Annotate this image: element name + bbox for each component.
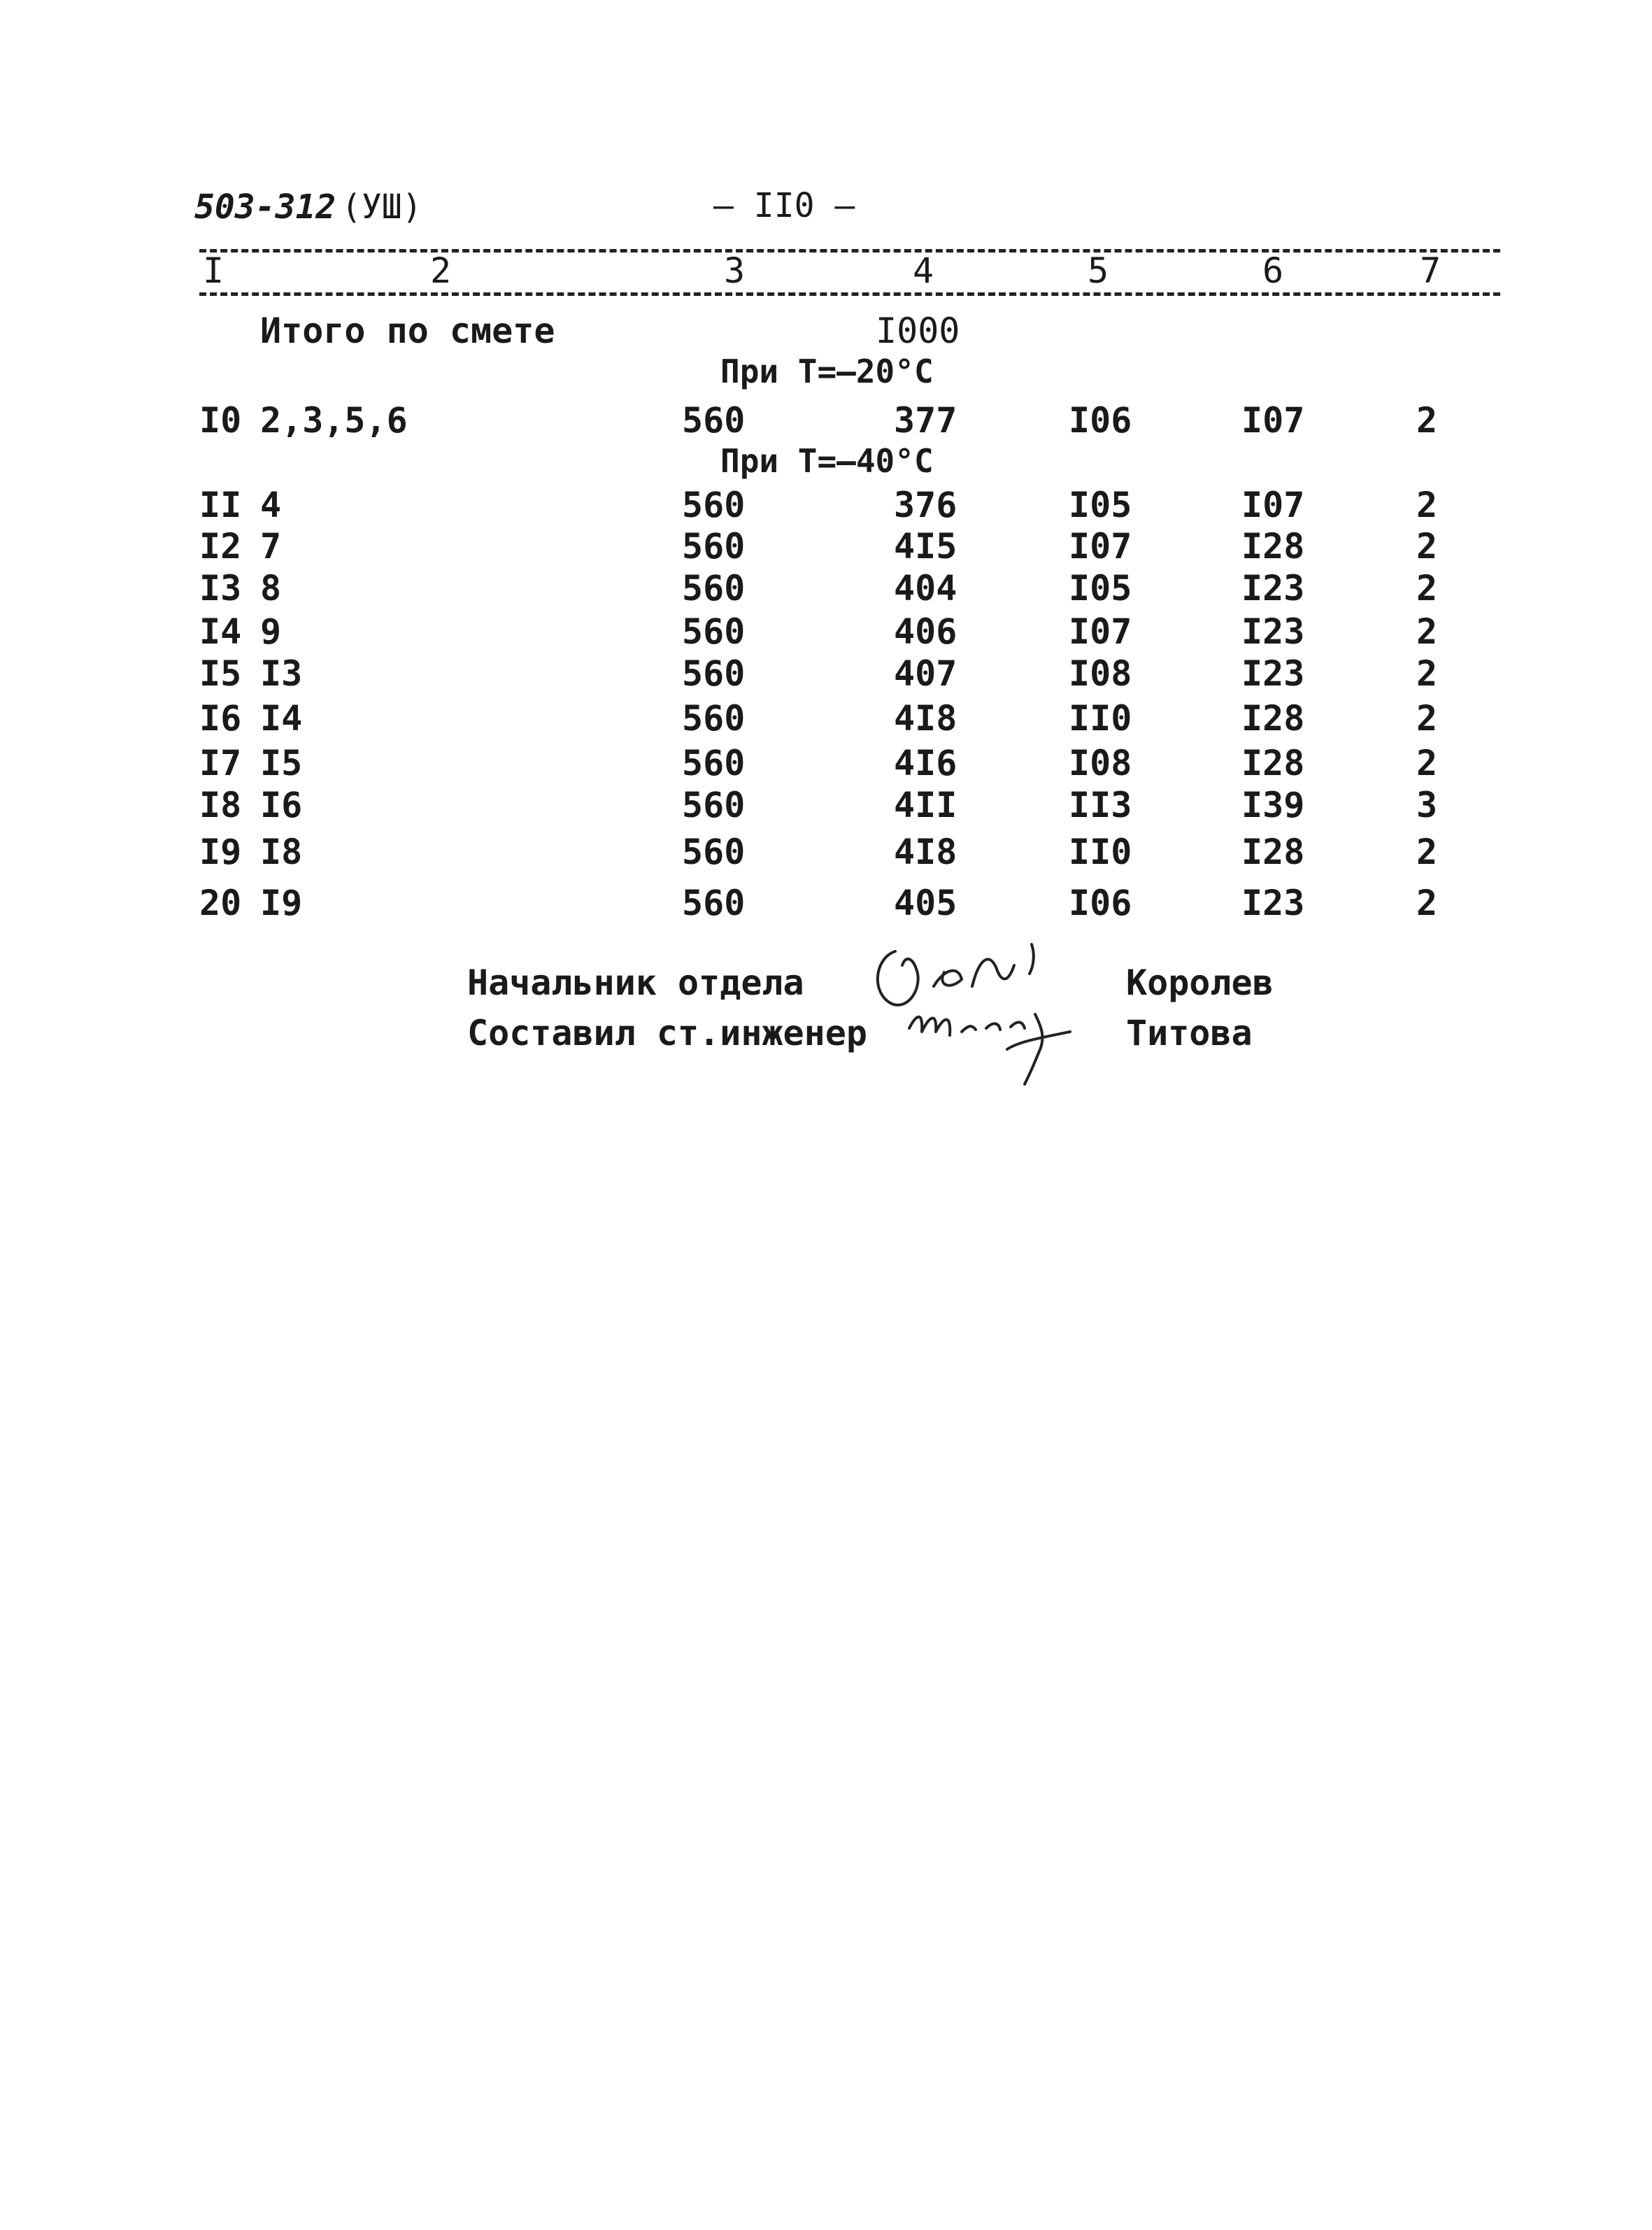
row-number: I7	[199, 743, 242, 783]
cell-col-6: I23	[1241, 611, 1305, 652]
cell-col-4: 404	[894, 568, 957, 609]
cell-col-7: 2	[1416, 832, 1438, 872]
cell-col-2: I9	[260, 883, 303, 923]
cell-col-5: I08	[1069, 743, 1132, 783]
cell-col-4: 4I6	[894, 743, 957, 783]
cell-col-3: 560	[682, 400, 746, 441]
cell-col-3: 560	[682, 485, 746, 525]
cell-col-7: 3	[1416, 785, 1438, 825]
cell-col-7: 2	[1416, 653, 1438, 694]
cell-col-6: I23	[1241, 653, 1305, 694]
cell-col-6: I23	[1241, 568, 1305, 609]
cell-col-7: 2	[1416, 698, 1438, 739]
row-number: I3	[199, 568, 242, 609]
cell-col-4: 4I8	[894, 698, 957, 739]
cell-col-3: 560	[682, 785, 746, 825]
column-number-6: 6	[1262, 250, 1284, 291]
cell-col-4: 407	[894, 653, 957, 694]
cell-col-6: I28	[1241, 832, 1305, 872]
cell-col-4: 405	[894, 883, 957, 923]
summary-label: Итого по смете	[260, 311, 555, 351]
cell-col-4: 4II	[894, 785, 957, 825]
column-number-5: 5	[1088, 250, 1109, 291]
row-number: I4	[199, 611, 242, 652]
cell-col-4: 4I8	[894, 832, 957, 872]
cell-col-6: I39	[1241, 785, 1305, 825]
top-dashed-rule	[199, 249, 1500, 253]
cell-col-5: II3	[1069, 785, 1132, 825]
row-number: II	[199, 485, 242, 525]
cell-col-2: 8	[260, 568, 282, 609]
cell-col-5: II0	[1069, 832, 1132, 872]
handwritten-signatures	[867, 937, 1105, 1091]
cell-col-6: I23	[1241, 883, 1305, 923]
cell-col-5: I05	[1069, 485, 1132, 525]
row-number: 20	[199, 883, 242, 923]
summary-value: I000	[876, 311, 960, 351]
cell-col-2: I3	[260, 653, 303, 694]
cell-col-2: 7	[260, 526, 282, 567]
cell-col-7: 2	[1416, 485, 1438, 525]
cell-col-4: 406	[894, 611, 957, 652]
cell-col-5: I06	[1069, 883, 1132, 923]
cell-col-3: 560	[682, 743, 746, 783]
row-number: I9	[199, 832, 242, 872]
cell-col-3: 560	[682, 526, 746, 567]
cell-col-6: I07	[1241, 400, 1305, 441]
cell-col-4: 376	[894, 485, 957, 525]
cell-col-3: 560	[682, 832, 746, 872]
cell-col-2: 2,3,5,6	[260, 400, 408, 441]
column-number-1: I	[203, 250, 225, 291]
row-number: I6	[199, 698, 242, 739]
cell-col-3: 560	[682, 883, 746, 923]
cell-col-7: 2	[1416, 568, 1438, 609]
cell-col-3: 560	[682, 698, 746, 739]
cell-col-2: I8	[260, 832, 303, 872]
cell-col-5: I05	[1069, 568, 1132, 609]
cell-col-7: 2	[1416, 526, 1438, 567]
cell-col-7: 2	[1416, 743, 1438, 783]
cell-col-6: I28	[1241, 743, 1305, 783]
cell-col-5: I07	[1069, 611, 1132, 652]
cell-col-2: 9	[260, 611, 282, 652]
column-number-4: 4	[913, 250, 934, 291]
signature-role: Составил ст.инженер	[467, 1013, 867, 1053]
cell-col-5: I06	[1069, 400, 1132, 441]
cell-col-7: 2	[1416, 400, 1438, 441]
cell-col-5: I08	[1069, 653, 1132, 694]
row-number: I8	[199, 785, 242, 825]
cell-col-5: II0	[1069, 698, 1132, 739]
group-caption: При Т=–20°С	[720, 353, 934, 390]
cell-col-7: 2	[1416, 883, 1438, 923]
row-number: I2	[199, 526, 242, 567]
column-number-7: 7	[1420, 250, 1441, 291]
cell-col-4: 4I5	[894, 526, 957, 567]
cell-col-2: I4	[260, 698, 303, 739]
column-number-3: 3	[724, 250, 746, 291]
cell-col-3: 560	[682, 568, 746, 609]
cell-col-6: I28	[1241, 698, 1305, 739]
signature-role: Начальник отдела	[467, 963, 804, 1003]
bottom-dashed-rule	[199, 292, 1500, 296]
cell-col-2: 4	[260, 485, 282, 525]
cell-col-2: I5	[260, 743, 303, 783]
cell-col-6: I28	[1241, 526, 1305, 567]
signature-name: Королев	[1126, 963, 1274, 1003]
row-number: I5	[199, 653, 242, 694]
cell-col-7: 2	[1416, 611, 1438, 652]
signature-name: Титова	[1126, 1013, 1253, 1053]
row-number: I0	[199, 400, 242, 441]
cell-col-2: I6	[260, 785, 303, 825]
group-caption: При Т=–40°С	[720, 442, 934, 480]
document-code-suffix: (УШ)	[341, 187, 422, 227]
cell-col-5: I07	[1069, 526, 1132, 567]
cell-col-3: 560	[682, 653, 746, 694]
cell-col-3: 560	[682, 611, 746, 652]
cell-col-6: I07	[1241, 485, 1305, 525]
page-number: – II0 –	[713, 186, 855, 225]
document-code: 503-312	[194, 187, 336, 227]
column-number-2: 2	[430, 250, 452, 291]
cell-col-4: 377	[894, 400, 957, 441]
